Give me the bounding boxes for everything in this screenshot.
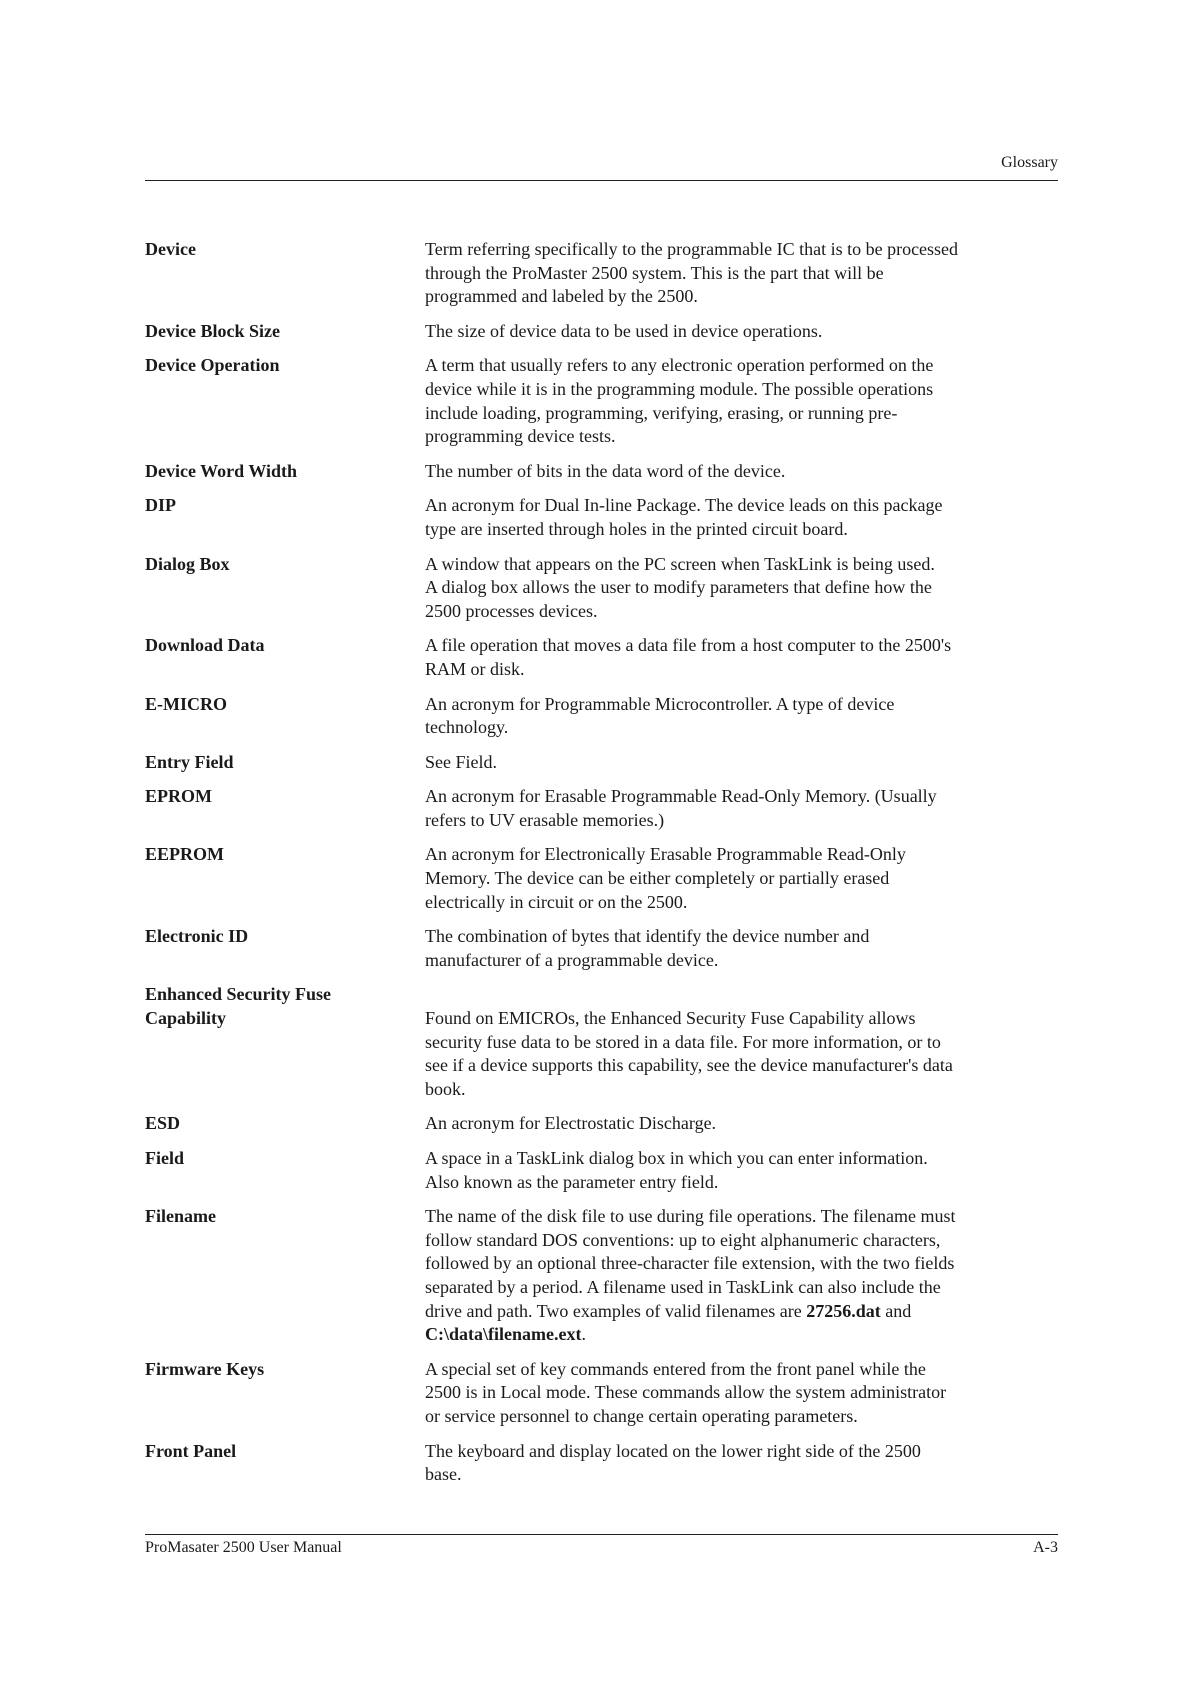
definition-line: electrically in circuit or on the 2500. [425,891,688,912]
glossary-entry [145,494,1058,541]
glossary-entry [145,634,1058,681]
glossary-definition [425,843,1058,914]
glossary-definition [425,693,1058,740]
glossary-definition [425,354,1058,448]
glossary-entry [145,1440,1058,1487]
line-text: . [581,1324,586,1345]
definition-line: book. [425,1078,466,1099]
glossary-entry [145,238,1058,309]
example-filename: C:\data\filename.ext [425,1324,582,1345]
line-text: and [880,1300,912,1321]
definition-line: An acronym for Erasable Programmable Read-Only Memory. (Usually [425,786,937,807]
glossary-term: Filename [145,1206,216,1227]
glossary-entry [145,1358,1058,1429]
page-footer [145,1539,1058,1557]
glossary-entry [145,1112,1058,1136]
glossary-definition [425,785,1058,832]
manual-title: ProMasater 2500 User Manual [145,1539,342,1556]
definition-line: programmed and labeled by the 2500. [425,286,698,307]
glossary-entry [145,983,1058,1101]
definition-line: separated by a period. A filename used in TaskLink can also include the [425,1276,941,1297]
definition-line: The number of bits in the data word of the device. [425,460,786,481]
glossary-entry [145,925,1058,972]
definition-line: refers to UV erasable memories.) [425,809,665,830]
page-number: A-3 [1033,1539,1058,1556]
footer-rule [145,1534,1058,1535]
glossary-term: Firmware Keys [145,1358,265,1379]
definition-line: An acronym for Dual In-line Package. The device leads on this package [425,495,943,516]
glossary-term: Device Block Size [145,320,280,341]
glossary-term: Download Data [145,635,265,656]
glossary-definition [425,320,1058,344]
glossary-term: DIP [145,495,176,516]
definition-line: A term that usually refers to any electronic operation performed on the [425,355,934,376]
definition-line: A window that appears on the PC screen when TaskLink is being used. [425,553,935,574]
definition-line: RAM or disk. [425,658,525,679]
definition-line: programming device tests. [425,426,616,447]
glossary-term: Front Panel [145,1440,237,1461]
glossary-term: ESD [145,1113,181,1134]
definition-line: follow standard DOS conventions: up to eight alphanumeric characters, [425,1229,941,1250]
line-text: drive and path. Two examples of valid filenames are [425,1300,807,1321]
definition-line: The combination of bytes that identify the device number and [425,926,870,947]
definition-line: or service personnel to change certain operating parameters. [425,1405,858,1426]
term-line: Capability [145,1008,227,1029]
definition-line: see if a device supports this capability, see the device manufacturer's data [425,1055,953,1076]
glossary-definition [425,553,1058,624]
definition-line: See Field. [425,751,497,772]
example-filename: 27256.dat [806,1300,881,1321]
glossary-definition [425,460,1058,484]
glossary-term [145,983,425,1101]
glossary-definition [425,925,1058,972]
definition-line [425,1323,1058,1347]
header-rule [145,180,1058,181]
definition-line: Term referring specifically to the programmable IC that is to be processed [425,239,959,259]
glossary-definition [425,634,1058,681]
glossary-definition [425,1112,1058,1136]
glossary-entry [145,354,1058,448]
glossary-term: EPROM [145,786,212,807]
glossary-term: Device Operation [145,355,280,376]
definition-line: through the ProMaster 2500 system. This is the part that will be [425,262,884,283]
definition-line: include loading, programming, verifying, erasing, or running pre- [425,402,898,423]
definition-line: security fuse data to be stored in a data file. For more information, or to [425,1031,941,1052]
glossary-entry [145,843,1058,914]
definition-line: 2500 processes devices. [425,600,598,621]
definition-line: base. [425,1464,462,1485]
definition-line: The size of device data to be used in device operations. [425,320,823,341]
definition-line: The name of the disk file to use during file operations. The filename must [425,1206,956,1227]
glossary-definition [425,1440,1058,1487]
glossary-definition [425,751,1058,775]
glossary-entry [145,693,1058,740]
definition-line: A file operation that moves a data file from a host computer to the 2500's [425,635,952,656]
glossary-entry [145,751,1058,775]
glossary-term: Field [145,1148,184,1168]
running-header: Glossary [1001,154,1058,171]
glossary-entry [145,553,1058,624]
glossary-definition [425,1147,1058,1194]
definition-line: technology. [425,717,509,738]
definition-line: An acronym for Electrostatic Discharge. [425,1113,717,1134]
definition-line: Also known as the parameter entry field. [425,1171,719,1192]
glossary-definition [425,1358,1058,1429]
term-line: Enhanced Security Fuse [145,984,332,1005]
glossary-entry [145,1205,1058,1347]
definition-line: Memory. The device can be either completely or partially erased [425,868,890,889]
definition-line: type are inserted through holes in the printed circuit board. [425,518,848,539]
glossary-definition [425,983,1058,1101]
glossary-definition [425,1205,1058,1347]
definition-line: A special set of key commands entered from the front panel while the [425,1358,926,1379]
glossary-term: Device [145,239,196,259]
definition-line: manufacturer of a programmable device. [425,949,719,970]
definition-line: followed by an optional three-character file extension, with the two fields [425,1253,955,1274]
definition-line: An acronym for Programmable Microcontroller. A type of device [425,693,895,714]
glossary-definition [425,238,1058,309]
definition-line: 2500 is in Local mode. These commands allow the system administrator [425,1382,947,1403]
definition-line: Found on EMICROs, the Enhanced Security Fuse Capability allows [425,1008,916,1029]
glossary-definition [425,494,1058,541]
glossary-list [145,238,1058,1498]
glossary-term: Device Word Width [145,460,298,481]
definition-line [425,1300,1058,1324]
glossary-term: Dialog Box [145,553,230,574]
definition-line: A space in a TaskLink dialog box in which you can enter information. [425,1148,928,1168]
definition-line: device while it is in the programming module. The possible operations [425,378,934,399]
glossary-entry [145,1147,1058,1194]
definition-line: A dialog box allows the user to modify parameters that define how the [425,577,932,598]
definition-line: The keyboard and display located on the lower right side of the 2500 [425,1440,921,1461]
glossary-entry [145,460,1058,484]
glossary-term: EEPROM [145,844,224,865]
glossary-term: E-MICRO [145,693,227,714]
glossary-entry [145,785,1058,832]
glossary-term: Electronic ID [145,926,249,947]
definition-line: An acronym for Electronically Erasable Programmable Read-Only [425,844,906,865]
glossary-entry [145,320,1058,344]
glossary-term: Entry Field [145,751,234,772]
